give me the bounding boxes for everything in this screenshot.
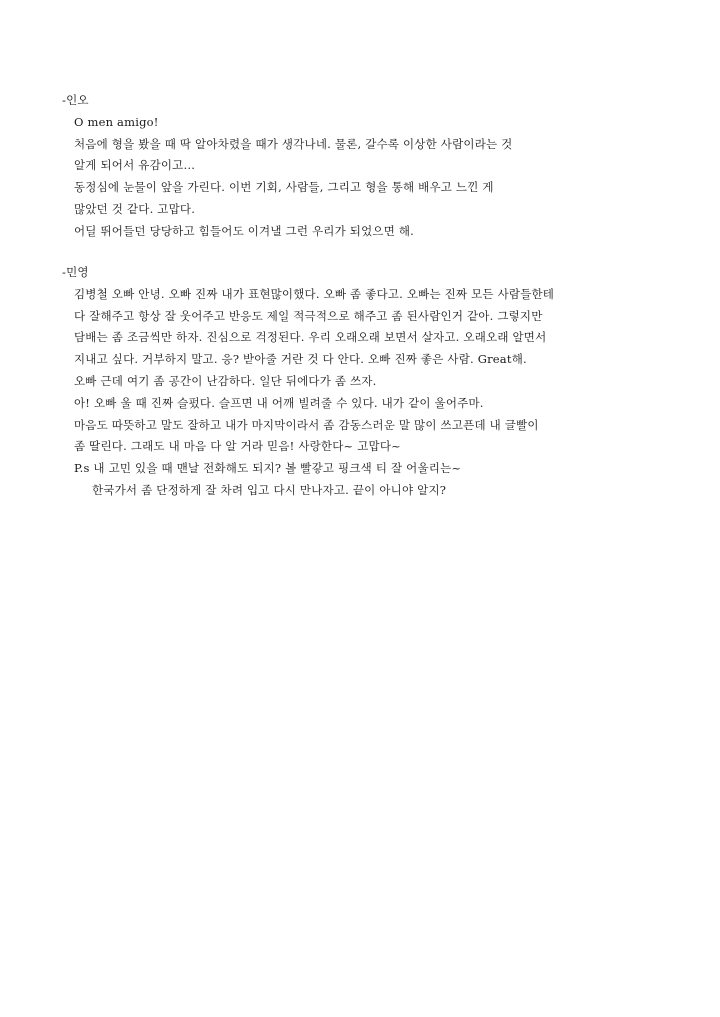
message-line: 알게 되어서 유감이고… bbox=[74, 158, 196, 173]
message-line: 좀 딸린다. 그래도 내 마음 다 알 거라 믿음! 사랑한다~ 고맙다~ bbox=[74, 439, 402, 454]
message-line: 김병철 오빠 안녕. 오빠 진짜 내가 표현많이했다. 오빠 좀 좋다고. 오빠는 진짜 모든 사람들한테 bbox=[74, 286, 555, 301]
message-section-minyoung bbox=[62, 262, 662, 502]
message-line: 처음에 형을 봤을 때 딱 알아차렸을 때가 생각나네. 물론, 갈수록 이상한 사람이라는 것 bbox=[74, 136, 513, 151]
message-line: 어딜 뛰어들던 당당하고 힘들어도 이겨낼 그런 우리가 되었으면 해. bbox=[74, 223, 415, 238]
message-line: 많았던 것 같다. 고맙다. bbox=[74, 201, 196, 216]
message-section-inoh bbox=[62, 90, 662, 243]
message-line: O men amigo! bbox=[74, 114, 159, 129]
message-line: 지내고 싶다. 거부하지 말고. 응? 받아줄 거란 것 다 안다. 오빠 진짜 좋은 사람. Great해. bbox=[74, 352, 527, 367]
message-line: 아! 오빠 울 때 진짜 슬펐다. 슬프면 내 어깨 빌려줄 수 있다. 내가 같이 울어주마. bbox=[74, 395, 484, 410]
message-line: P.s 내 고민 있을 때 맨날 전화해도 되지? 볼 빨갛고 핑크색 티 잘 어울리는~ bbox=[74, 461, 462, 476]
message-line-indented: 한국가서 좀 단정하게 잘 차려 입고 다시 만나자고. 끝이 아니야 알지? bbox=[92, 482, 447, 497]
message-line: 마음도 따뜻하고 말도 잘하고 내가 마지막이라서 좀 감동스러운 말 많이 쓰고픈데 내 글빨이 bbox=[74, 417, 539, 432]
message-line: 동정심에 눈물이 앞을 가린다. 이번 기회, 사람들, 그리고 형을 통해 배우고 느낀 게 bbox=[74, 180, 494, 195]
message-line: 담배는 좀 조금씩만 하자. 진심으로 걱정된다. 우리 오래오래 보면서 살자고. 오래오래 알면서 bbox=[74, 330, 547, 345]
section-heading: -민영 bbox=[62, 265, 89, 279]
message-line: 오빠 근데 여기 좀 공간이 난감하다. 일단 뒤에다가 좀 쓰자. bbox=[74, 373, 377, 388]
message-line: 다 잘해주고 항상 잘 웃어주고 반응도 제일 적극적으로 해주고 좀 된사람인거 같아. 그렇지만 bbox=[74, 308, 543, 323]
section-heading: -인오 bbox=[62, 93, 89, 107]
